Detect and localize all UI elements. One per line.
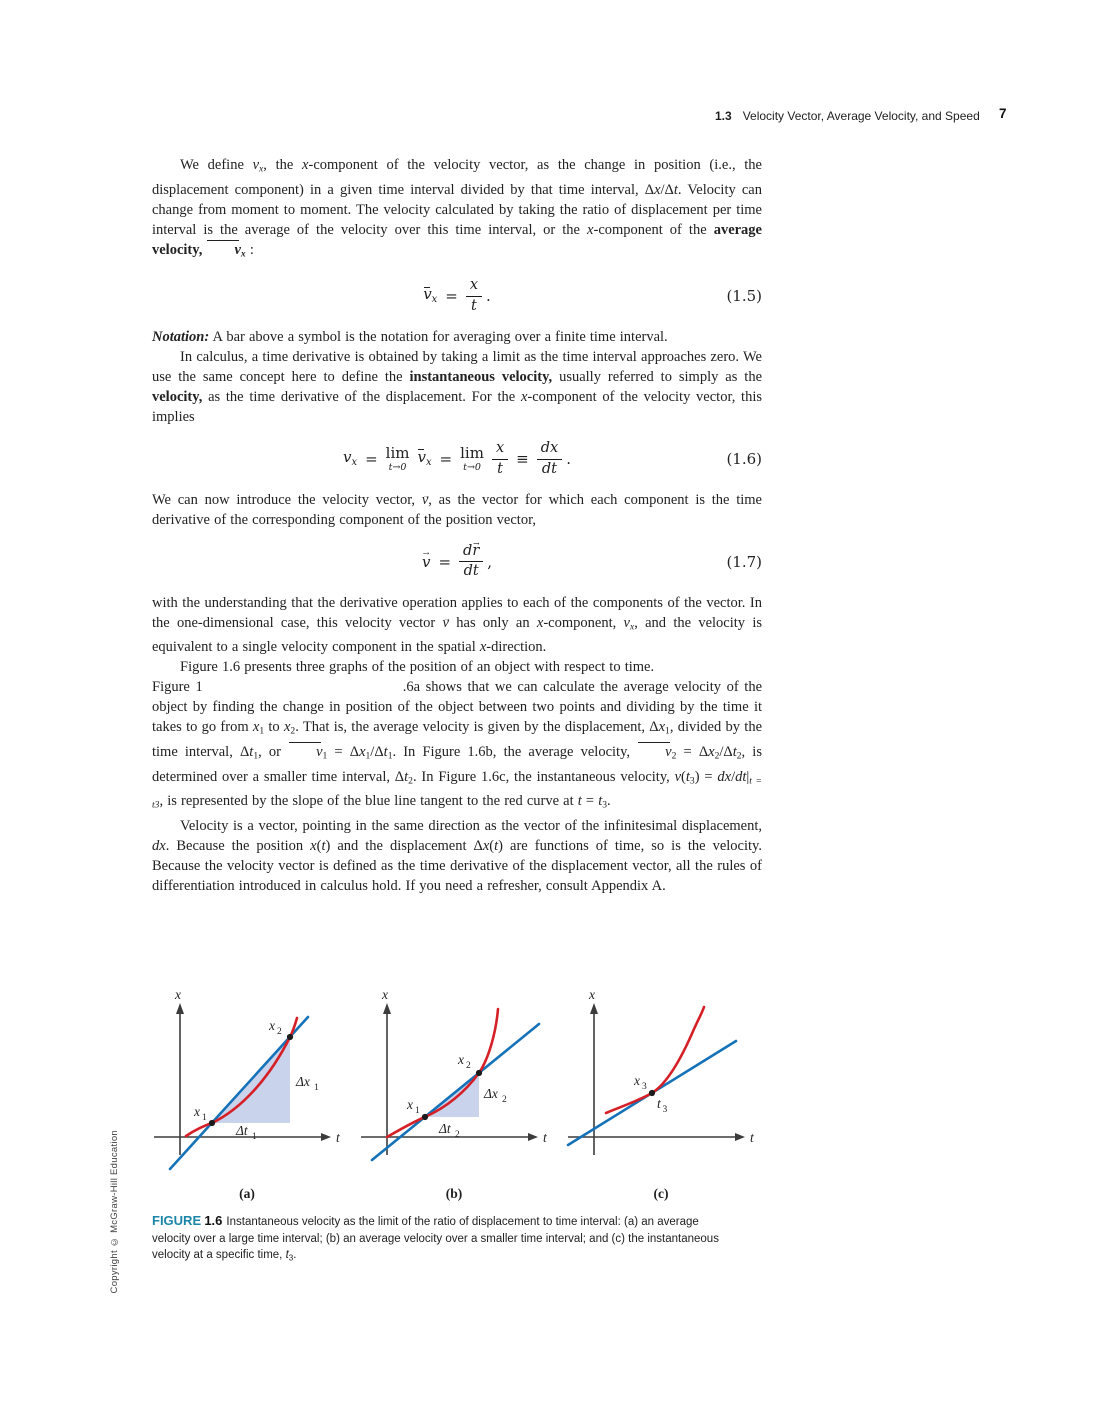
svg-text:2: 2 — [455, 1130, 460, 1140]
page-number: 7 — [999, 106, 1007, 121]
paragraph: In calculus, a time derivative is obtained by taking a limit as the time interval approaches zero. We use the same concept here to define the instantaneous velocity, usually referred to simply as the velocity, as the time derivative of the displacement. For the x-component of the velocity vector, this implies — [152, 349, 763, 426]
y-axis-label: x — [382, 987, 388, 1002]
equals-sign: = — [439, 449, 453, 468]
fraction: $\frac{dx}{dt}$ — [537, 440, 562, 478]
y-axis-arrow-icon — [590, 1003, 598, 1014]
point-label-x3 — [633, 1073, 647, 1092]
figure-panel-b — [357, 985, 557, 1203]
point-label-t3 — [657, 1096, 668, 1115]
svg-text:1: 1 — [202, 1113, 207, 1123]
figure-caption-text: Instantaneous velocity as the limit of the ratio of displacement to time interval: (a) an average velocity over a large time interval; (b) an average velocity over a smaller time interval; and (c) the instantaneous velocity at a specific time, t3. — [152, 1216, 719, 1263]
svg-text:Δx: Δx — [484, 1086, 498, 1101]
delta-t-label — [235, 1123, 257, 1142]
position-curve-red — [606, 1007, 704, 1113]
x-axis-label: t — [336, 1130, 340, 1145]
equiv-sign: ≡ — [516, 449, 529, 468]
velocity-vector-symbol: v → — [422, 554, 430, 571]
panel-label-b: (b) — [445, 1186, 463, 1201]
section-title: Velocity Vector, Average Velocity, and Speed — [742, 109, 980, 123]
svg-text:1: 1 — [252, 1132, 257, 1142]
equation-number: (1.7) — [726, 552, 762, 571]
figure-panel-c — [564, 985, 764, 1203]
delta-x-label — [295, 1074, 319, 1093]
y-axis-label: x — [175, 987, 181, 1002]
svg-text:x: x — [458, 1052, 464, 1067]
x-axis-arrow-icon — [735, 1133, 745, 1141]
svg-text:Δt: Δt — [439, 1121, 451, 1136]
svg-text:x: x — [269, 1018, 275, 1033]
equals-sign: = — [438, 552, 452, 571]
delta-x-label — [483, 1086, 507, 1105]
equals-sign: = — [445, 286, 458, 305]
svg-text:x: x — [407, 1097, 413, 1112]
equation-number: (1.5) — [726, 286, 762, 305]
svg-text:2: 2 — [466, 1061, 471, 1071]
equation-1-5: vx = $\frac{x}{t}$ . (1.5) — [423, 277, 762, 314]
point-label-x2 — [457, 1052, 471, 1071]
svg-text:1: 1 — [415, 1106, 420, 1116]
svg-text:x: x — [194, 1104, 200, 1119]
point-label-x2 — [268, 1018, 282, 1037]
equation-number: (1.6) — [726, 449, 762, 468]
equals-sign: = — [365, 449, 378, 468]
svg-text:3: 3 — [662, 1105, 668, 1115]
svg-text:2: 2 — [502, 1095, 507, 1105]
x-axis-arrow-icon — [528, 1133, 538, 1141]
avg-velocity-symbol: vx — [423, 285, 438, 306]
figure-panel-a — [150, 985, 350, 1203]
figure-1-6 — [150, 985, 764, 1203]
paragraph: Notation: A bar above a symbol is the notation for averaging over a finite time interval. — [152, 329, 668, 346]
y-axis-arrow-icon — [176, 1003, 184, 1014]
figure-caption-number: 1.6 — [204, 1213, 223, 1228]
data-point-x2 — [476, 1070, 482, 1076]
svg-text:Δt: Δt — [236, 1123, 248, 1138]
x-axis-label: t — [543, 1130, 547, 1145]
equation-1-7: v → = $\frac{dr \to}{dt}$ , (1.7) — [152, 543, 762, 581]
fraction: $\frac{x}{t}$ — [466, 277, 482, 315]
data-point-x1 — [422, 1114, 428, 1120]
figure-caption — [152, 1213, 740, 1267]
velocity-symbol: vx — [343, 448, 358, 468]
paragraph: Figure 1.6 presents three graphs of the position of an object with respect to time. Figure 1 .6a shows that we can calculate the average velocity of the object by finding the change in position of the object between two points and dividing by the time it takes to go from x1 to x2. That is, the average velocity is given by the displacement, Δx1, divided by the time interval, Δt1, or v1 = Δx1/Δt1. In Figure 1.6b, the average velocity, v2 = Δx2/Δt2, is determined over a smaller time interval, Δt2. In Figure 1.6c, the instantaneous velocity, v(t3) = dx/dt|t = t3, is represented by the slope of the blue line tangent to the red curve at t = t3. — [152, 659, 763, 812]
avg-velocity-symbol: vx — [417, 448, 432, 468]
svg-text:3: 3 — [642, 1082, 647, 1092]
data-point-x2 — [287, 1034, 293, 1040]
paragraph: We define vx, the x-component of the velocity vector, as the change in position (i.e., the displacement component) in a given time interval divided by that time interval, Δx/Δt. Velocity can change from moment to moment. The velocity calculated by taking the ratio of displacement per time interval is the average of the velocity over this time interval, or the x-component of the average velocity, vx : — [152, 157, 762, 260]
svg-text:x: x — [634, 1073, 640, 1088]
page-header — [715, 109, 980, 123]
y-axis-arrow-icon — [383, 1003, 391, 1014]
panel-label-c: (c) — [653, 1186, 669, 1201]
paragraph: Velocity is a vector, pointing in the same direction as the vector of the infinitesimal displacement, dx. Because the position x(t) and the displacement Δx(t) are functions of time, so is the velocity. Because the velocity vector is defined as the time derivative of the displacement vector, all the rules of differentiation introduced in calculus hold. If you need a refresher, consult Appendix A. — [152, 818, 762, 895]
svg-text:2: 2 — [277, 1027, 282, 1037]
x-axis-label: t — [750, 1130, 754, 1145]
point-label-x1 — [193, 1104, 207, 1123]
svg-text:Δx: Δx — [296, 1074, 310, 1089]
svg-text:t: t — [657, 1096, 661, 1111]
paragraph: We can now introduce the velocity vector, v →, as the vector for which each component is the time derivative of the corresponding component of the position vector, — [152, 490, 762, 530]
data-point-x3 — [649, 1090, 655, 1096]
data-point-x1 — [209, 1120, 215, 1126]
figure-caption-label: FIGURE — [152, 1213, 202, 1228]
x-axis-arrow-icon — [321, 1133, 331, 1141]
fraction: $\frac{dr \to}{dt}$ — [459, 543, 483, 581]
body-text-column — [152, 155, 762, 896]
fraction: $\frac{x}{t}$ — [492, 440, 508, 478]
point-label-x1 — [406, 1097, 420, 1116]
equation-1-6: vx = lim t→0 vx = lim t→0 $\frac{x}{t}$ ≡ $\frac{dx}{dt}$ . (1.6) — [343, 440, 762, 477]
limit-operator: lim t→0 — [385, 443, 410, 473]
y-axis-label: x — [589, 987, 595, 1002]
panel-label-a: (a) — [239, 1186, 255, 1201]
section-number: 1.3 — [715, 109, 732, 123]
svg-text:1: 1 — [314, 1083, 319, 1093]
copyright-notice: Copyright © McGraw-Hill Education — [109, 1129, 120, 1293]
limit-operator: lim t→0 — [460, 443, 484, 473]
paragraph: with the understanding that the derivative operation applies to each of the components of the vector. In the one-dimensional case, this velocity vector v → has only an x-component, vx, and the velocity is equivalent to a single velocity component in the spatial x-direction. — [152, 593, 762, 658]
